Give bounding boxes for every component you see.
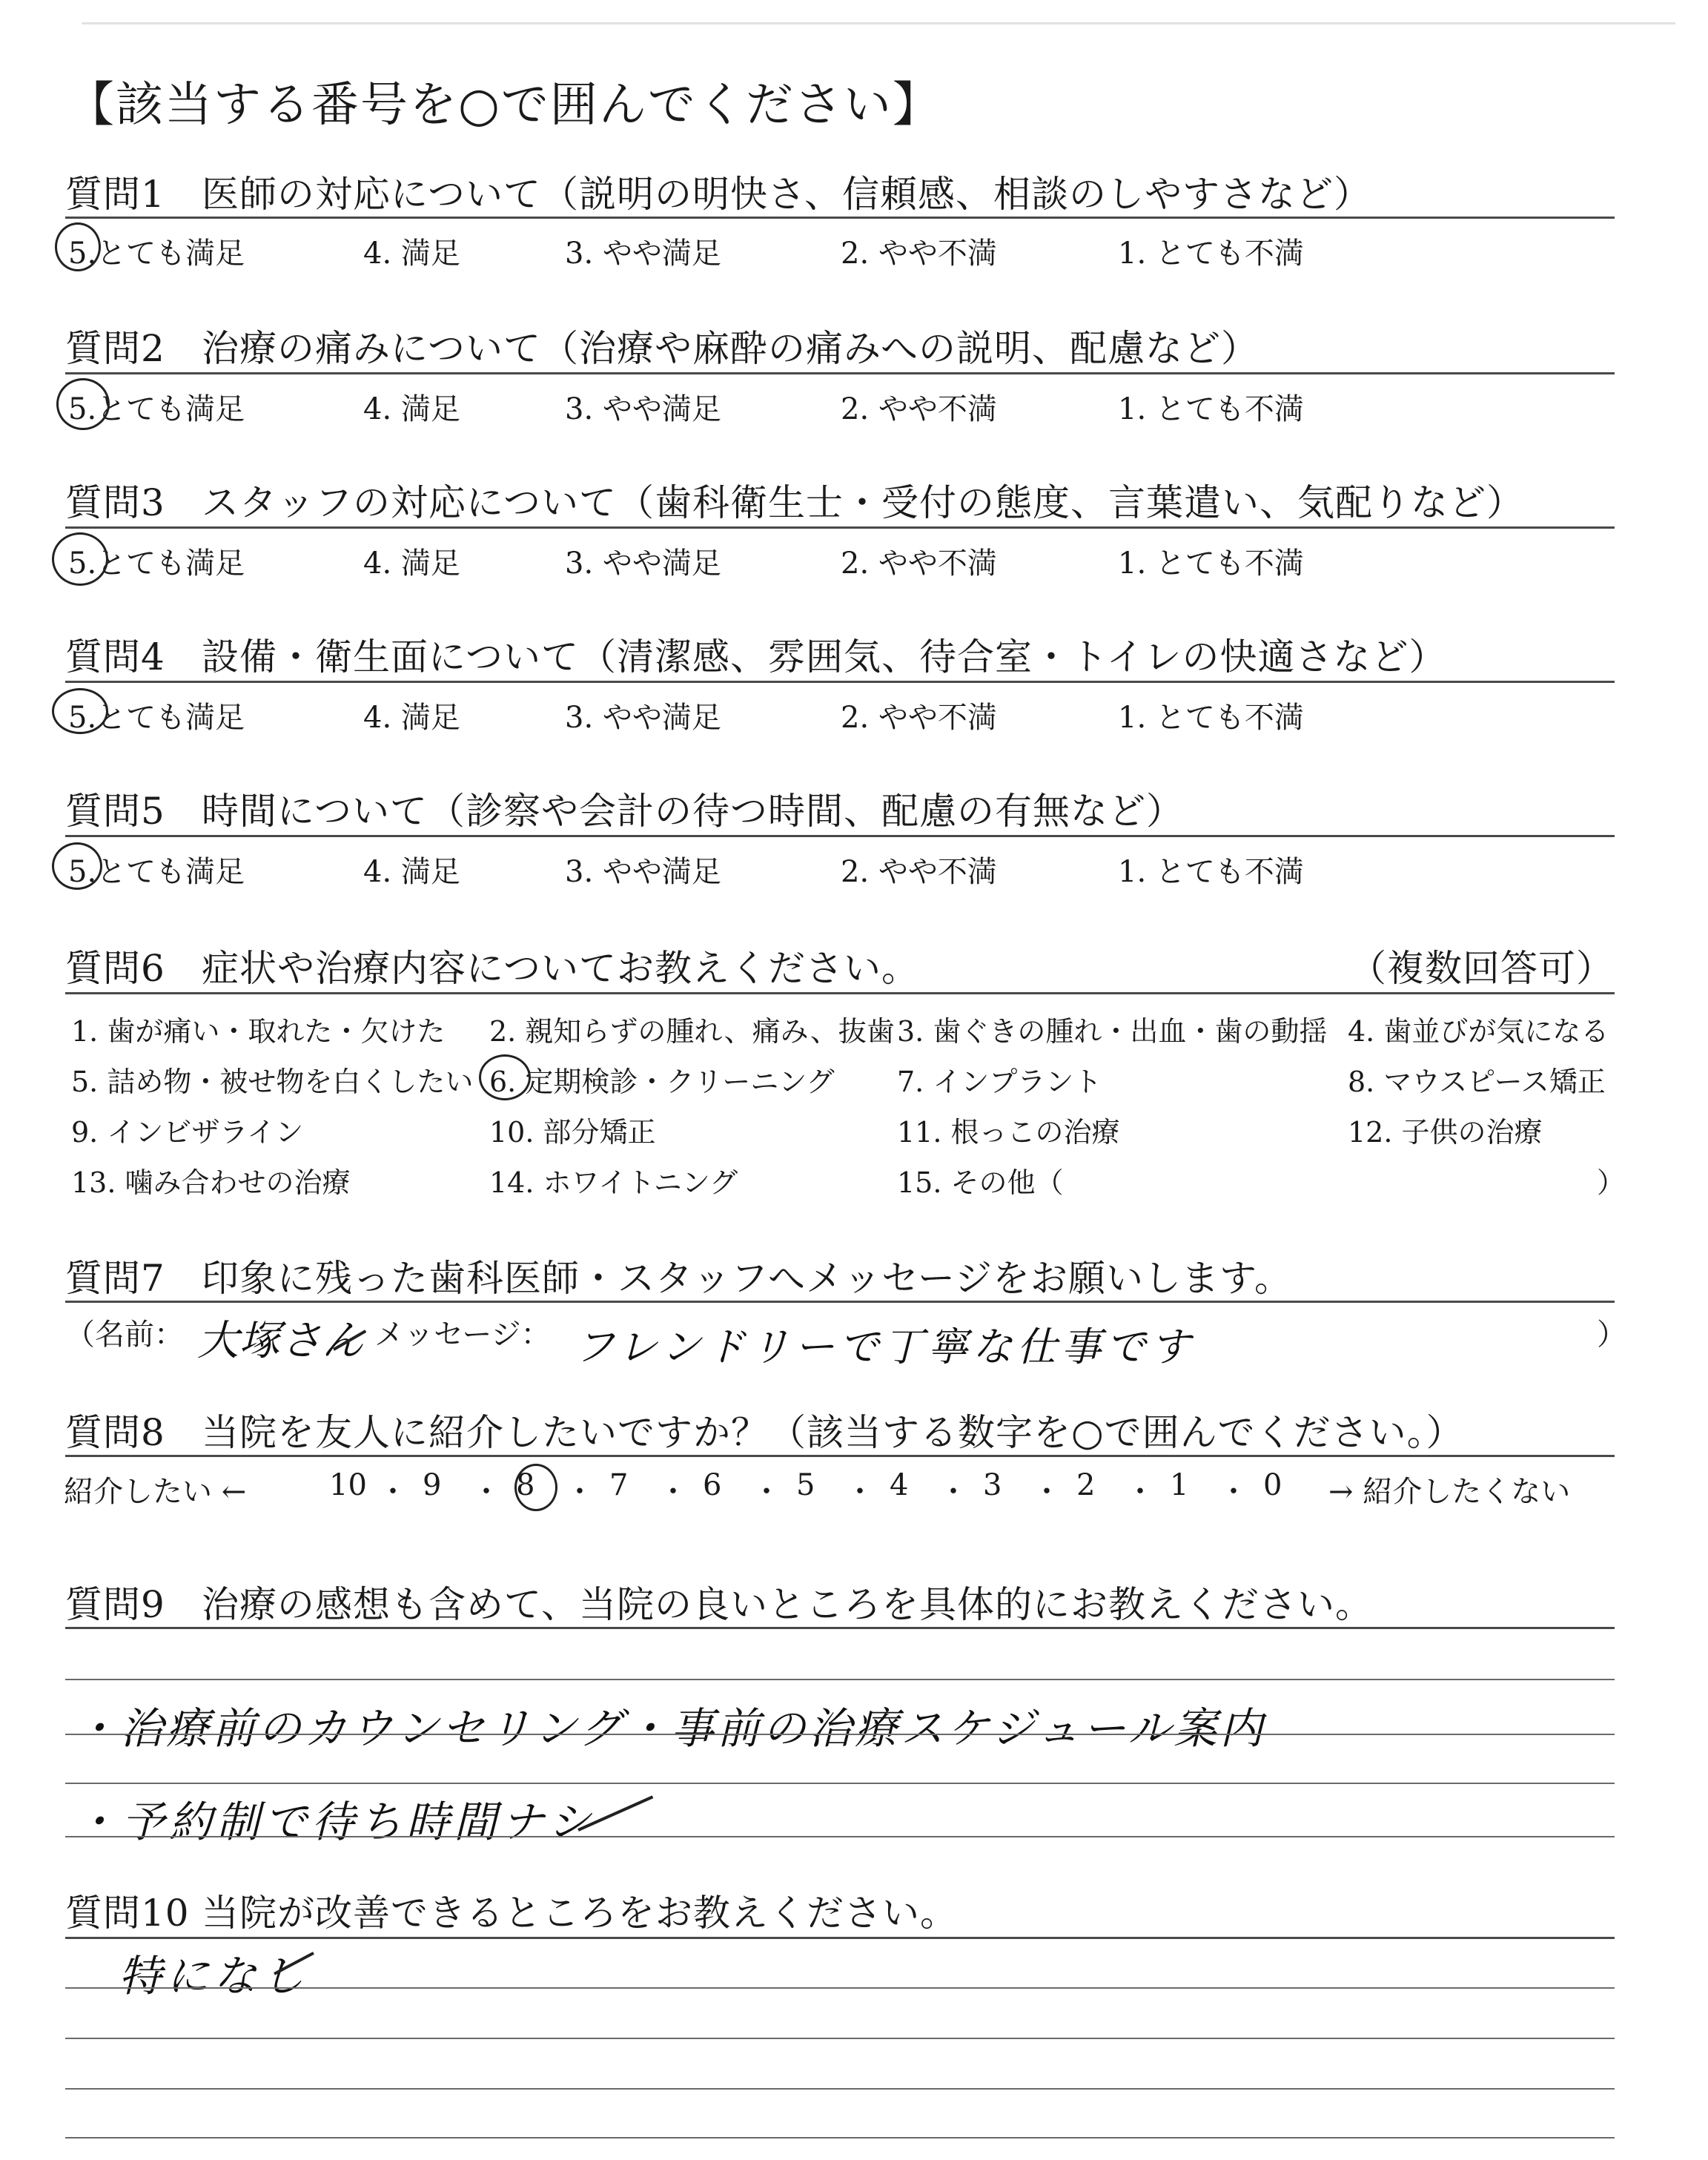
question-10-label: 質問10 xyxy=(65,1892,190,1935)
question-3-text: スタッフの対応について（歯科衛生士・受付の態度、言葉遣い、気配りなど） xyxy=(202,481,1524,524)
question-7-text: 印象に残った歯科医師・スタッフへメッセージをお願いします。 xyxy=(202,1257,1292,1300)
q6-option-9[interactable]: 9. インビザライン xyxy=(71,1116,304,1149)
q3-option-5[interactable]: 5.とても満足 xyxy=(68,546,245,581)
q1-option-5[interactable]: 5.とても満足 xyxy=(68,237,245,271)
q8-scale-separator: ・ xyxy=(939,1475,968,1509)
question-1-rule xyxy=(65,217,1615,219)
q4-option-2[interactable]: 2. やや不満 xyxy=(841,701,997,735)
q10-answer-1[interactable]: 特になし xyxy=(119,1951,309,2001)
q2-option-1[interactable]: 1. とても不満 xyxy=(1118,392,1304,426)
question-2-rule xyxy=(65,372,1615,374)
question-6-text: 症状や治療内容についてお教えください。 xyxy=(202,947,919,990)
question-8-text: 当院を友人に紹介したいですか？（該当する数字を○で囲んでください。） xyxy=(202,1411,1464,1454)
q6-option-1[interactable]: 1. 歯が痛い・取れた・欠けた xyxy=(71,1015,446,1048)
q7-name-label: （名前： xyxy=(65,1318,184,1352)
q6-option-11[interactable]: 11. 根っこの治療 xyxy=(897,1116,1120,1149)
q9-answer-2[interactable]: ・予約制で待ち時間ナシ xyxy=(74,1797,595,1847)
q9-answer-line-3 xyxy=(65,1783,1615,1784)
q8-scale-separator: ・ xyxy=(378,1475,408,1509)
q8-scale-7[interactable]: 7 xyxy=(609,1468,629,1502)
q6-option-4[interactable]: 4. 歯並びが気になる xyxy=(1348,1015,1609,1048)
q4-option-3[interactable]: 3. やや満足 xyxy=(565,701,721,735)
q9-answer-line-1 xyxy=(65,1679,1615,1680)
q10-answer-line-4 xyxy=(65,2137,1615,2138)
question-10-text: 当院が改善できるところをお教えください。 xyxy=(202,1892,958,1935)
q6-option-6[interactable]: 6. 定期検診・クリーニング xyxy=(489,1066,835,1098)
question-9-rule xyxy=(65,1627,1615,1629)
q1-option-2[interactable]: 2. やや不満 xyxy=(841,237,997,271)
q9-answer-line-2 xyxy=(65,1734,1615,1735)
q8-scale-8[interactable]: 8 xyxy=(516,1468,535,1502)
q3-option-1[interactable]: 1. とても不満 xyxy=(1118,546,1304,581)
q5-option-1[interactable]: 1. とても不満 xyxy=(1118,855,1304,889)
question-3-label: 質問3 xyxy=(65,481,165,524)
q5-option-3[interactable]: 3. やや満足 xyxy=(565,855,721,889)
question-3-rule xyxy=(65,526,1615,529)
q6-option-8[interactable]: 8. マウスピース矯正 xyxy=(1348,1066,1606,1098)
q4-option-1[interactable]: 1. とても不満 xyxy=(1118,701,1304,735)
question-7-rule xyxy=(65,1301,1615,1303)
q9-answer-1[interactable]: ・治療前のカウンセリング・事前の治療スケジュール案内 xyxy=(74,1703,1266,1754)
q8-scale-5[interactable]: 5 xyxy=(796,1468,815,1502)
question-9-text: 治療の感想も含めて、当院の良いところを具体的にお教えください。 xyxy=(202,1583,1373,1626)
q10-answer-line-1 xyxy=(65,1987,1615,1989)
q6-option-2[interactable]: 2. 親知らずの腫れ、痛み、抜歯 xyxy=(489,1015,895,1048)
question-1-text: 医師の対応について（説明の明快さ、信頼感、相談のしやすさなど） xyxy=(202,173,1371,216)
q8-scale-3[interactable]: 3 xyxy=(983,1468,1002,1502)
q8-selection-circle xyxy=(514,1464,557,1511)
q1-option-1[interactable]: 1. とても不満 xyxy=(1118,237,1304,271)
q8-scale-2[interactable]: 2 xyxy=(1076,1468,1096,1502)
q6-option-10[interactable]: 10. 部分矯正 xyxy=(489,1116,656,1149)
q6-option-14[interactable]: 14. ホワイトニング xyxy=(489,1166,738,1199)
q8-scale-4[interactable]: 4 xyxy=(890,1468,909,1502)
q2-option-4[interactable]: 4. 満足 xyxy=(363,392,460,426)
q8-scale-separator: ・ xyxy=(1032,1475,1062,1509)
q6-option-12[interactable]: 12. 子供の治療 xyxy=(1348,1116,1543,1149)
q8-scale-0[interactable]: 0 xyxy=(1263,1468,1282,1502)
q8-scale-separator: ・ xyxy=(471,1475,501,1509)
q7-message-label: メッセージ： xyxy=(374,1318,551,1352)
q8-scale-10[interactable]: 10 xyxy=(329,1468,367,1502)
scan-top-edge xyxy=(82,22,1675,24)
q8-scale-9[interactable]: 9 xyxy=(423,1468,442,1502)
q3-option-3[interactable]: 3. やや満足 xyxy=(565,546,721,581)
question-5-label: 質問5 xyxy=(65,790,165,833)
q8-right-label: → 紹介したくない xyxy=(1328,1475,1571,1509)
q6-option-7[interactable]: 7. インプラント xyxy=(897,1066,1102,1098)
q6-option-5[interactable]: 5. 詰め物・被せ物を白くしたい xyxy=(71,1066,474,1098)
question-9-label: 質問9 xyxy=(65,1583,165,1626)
q2-selection-circle xyxy=(56,378,110,430)
question-4-rule xyxy=(65,681,1615,683)
question-1-label: 質問1 xyxy=(65,173,165,216)
q8-scale-separator: ・ xyxy=(845,1475,875,1509)
question-4-text: 設備・衛生面について（清潔感、雰囲気、待合室・トイレの快適さなど） xyxy=(202,635,1447,678)
question-6-label: 質問6 xyxy=(65,947,165,990)
q2-option-5[interactable]: 5.とても満足 xyxy=(68,392,245,426)
q7-message-value[interactable]: フレンドリーで丁寧な仕事です xyxy=(575,1324,1195,1370)
q1-option-3[interactable]: 3. やや満足 xyxy=(565,237,721,271)
question-5-text: 時間について（診察や会計の待つ時間、配慮の有無など） xyxy=(202,790,1184,833)
q2-option-2[interactable]: 2. やや不満 xyxy=(841,392,997,426)
question-4-label: 質問4 xyxy=(65,635,165,678)
q9-answer-line-4 xyxy=(65,1836,1615,1837)
q6-option-3[interactable]: 3. 歯ぐきの腫れ・出血・歯の動揺 xyxy=(897,1015,1328,1048)
question-7-label: 質問7 xyxy=(65,1257,165,1300)
q5-selection-circle xyxy=(52,842,102,890)
q8-scale-separator: ・ xyxy=(565,1475,595,1509)
q1-option-4[interactable]: 4. 満足 xyxy=(363,237,460,271)
q7-close: ） xyxy=(1597,1318,1626,1352)
q10-answer-line-2 xyxy=(65,2038,1615,2039)
question-8-label: 質問8 xyxy=(65,1411,165,1454)
q8-scale-separator: ・ xyxy=(752,1475,781,1509)
q3-option-2[interactable]: 2. やや不満 xyxy=(841,546,997,581)
q6-option-15[interactable]: 15. その他（ xyxy=(897,1166,1064,1199)
q4-option-5[interactable]: 5.とても満足 xyxy=(68,701,245,735)
q3-selection-circle xyxy=(52,532,108,586)
q10-answer-line-3 xyxy=(65,2088,1615,2090)
q1-selection-circle xyxy=(55,222,101,271)
question-8-rule xyxy=(65,1455,1615,1457)
q6-other-close: ） xyxy=(1597,1166,1626,1199)
q8-left-label: 紹介したい ← xyxy=(64,1475,247,1509)
q5-option-2[interactable]: 2. やや不満 xyxy=(841,855,997,889)
q6-option-13[interactable]: 13. 噛み合わせの治療 xyxy=(71,1166,351,1199)
q3-option-4[interactable]: 4. 満足 xyxy=(363,546,460,581)
question-10-rule xyxy=(65,1937,1615,1939)
q7-name-value[interactable]: 大塚さん xyxy=(197,1317,363,1365)
q8-scale-separator: ・ xyxy=(1125,1475,1155,1509)
q5-option-4[interactable]: 4. 満足 xyxy=(363,855,460,889)
q8-scale-separator: ・ xyxy=(658,1475,688,1509)
q2-option-3[interactable]: 3. やや満足 xyxy=(565,392,721,426)
question-6-note: （複数回答可） xyxy=(1349,947,1614,990)
q5-option-5[interactable]: 5.とても満足 xyxy=(68,855,245,889)
q4-selection-circle xyxy=(52,688,108,734)
q8-scale-1[interactable]: 1 xyxy=(1170,1468,1189,1502)
q8-scale-separator: ・ xyxy=(1219,1475,1248,1509)
question-6-rule xyxy=(65,992,1615,994)
q8-scale-6[interactable]: 6 xyxy=(703,1468,722,1502)
question-2-text: 治療の痛みについて（治療や麻酔の痛みへの説明、配慮など） xyxy=(202,327,1259,370)
form-title: 【該当する番号を○で囲んでください】 xyxy=(67,78,941,133)
question-5-rule xyxy=(65,835,1615,837)
question-2-label: 質問2 xyxy=(65,327,165,370)
q6-selection-circle xyxy=(479,1054,531,1100)
q4-option-4[interactable]: 4. 満足 xyxy=(363,701,460,735)
